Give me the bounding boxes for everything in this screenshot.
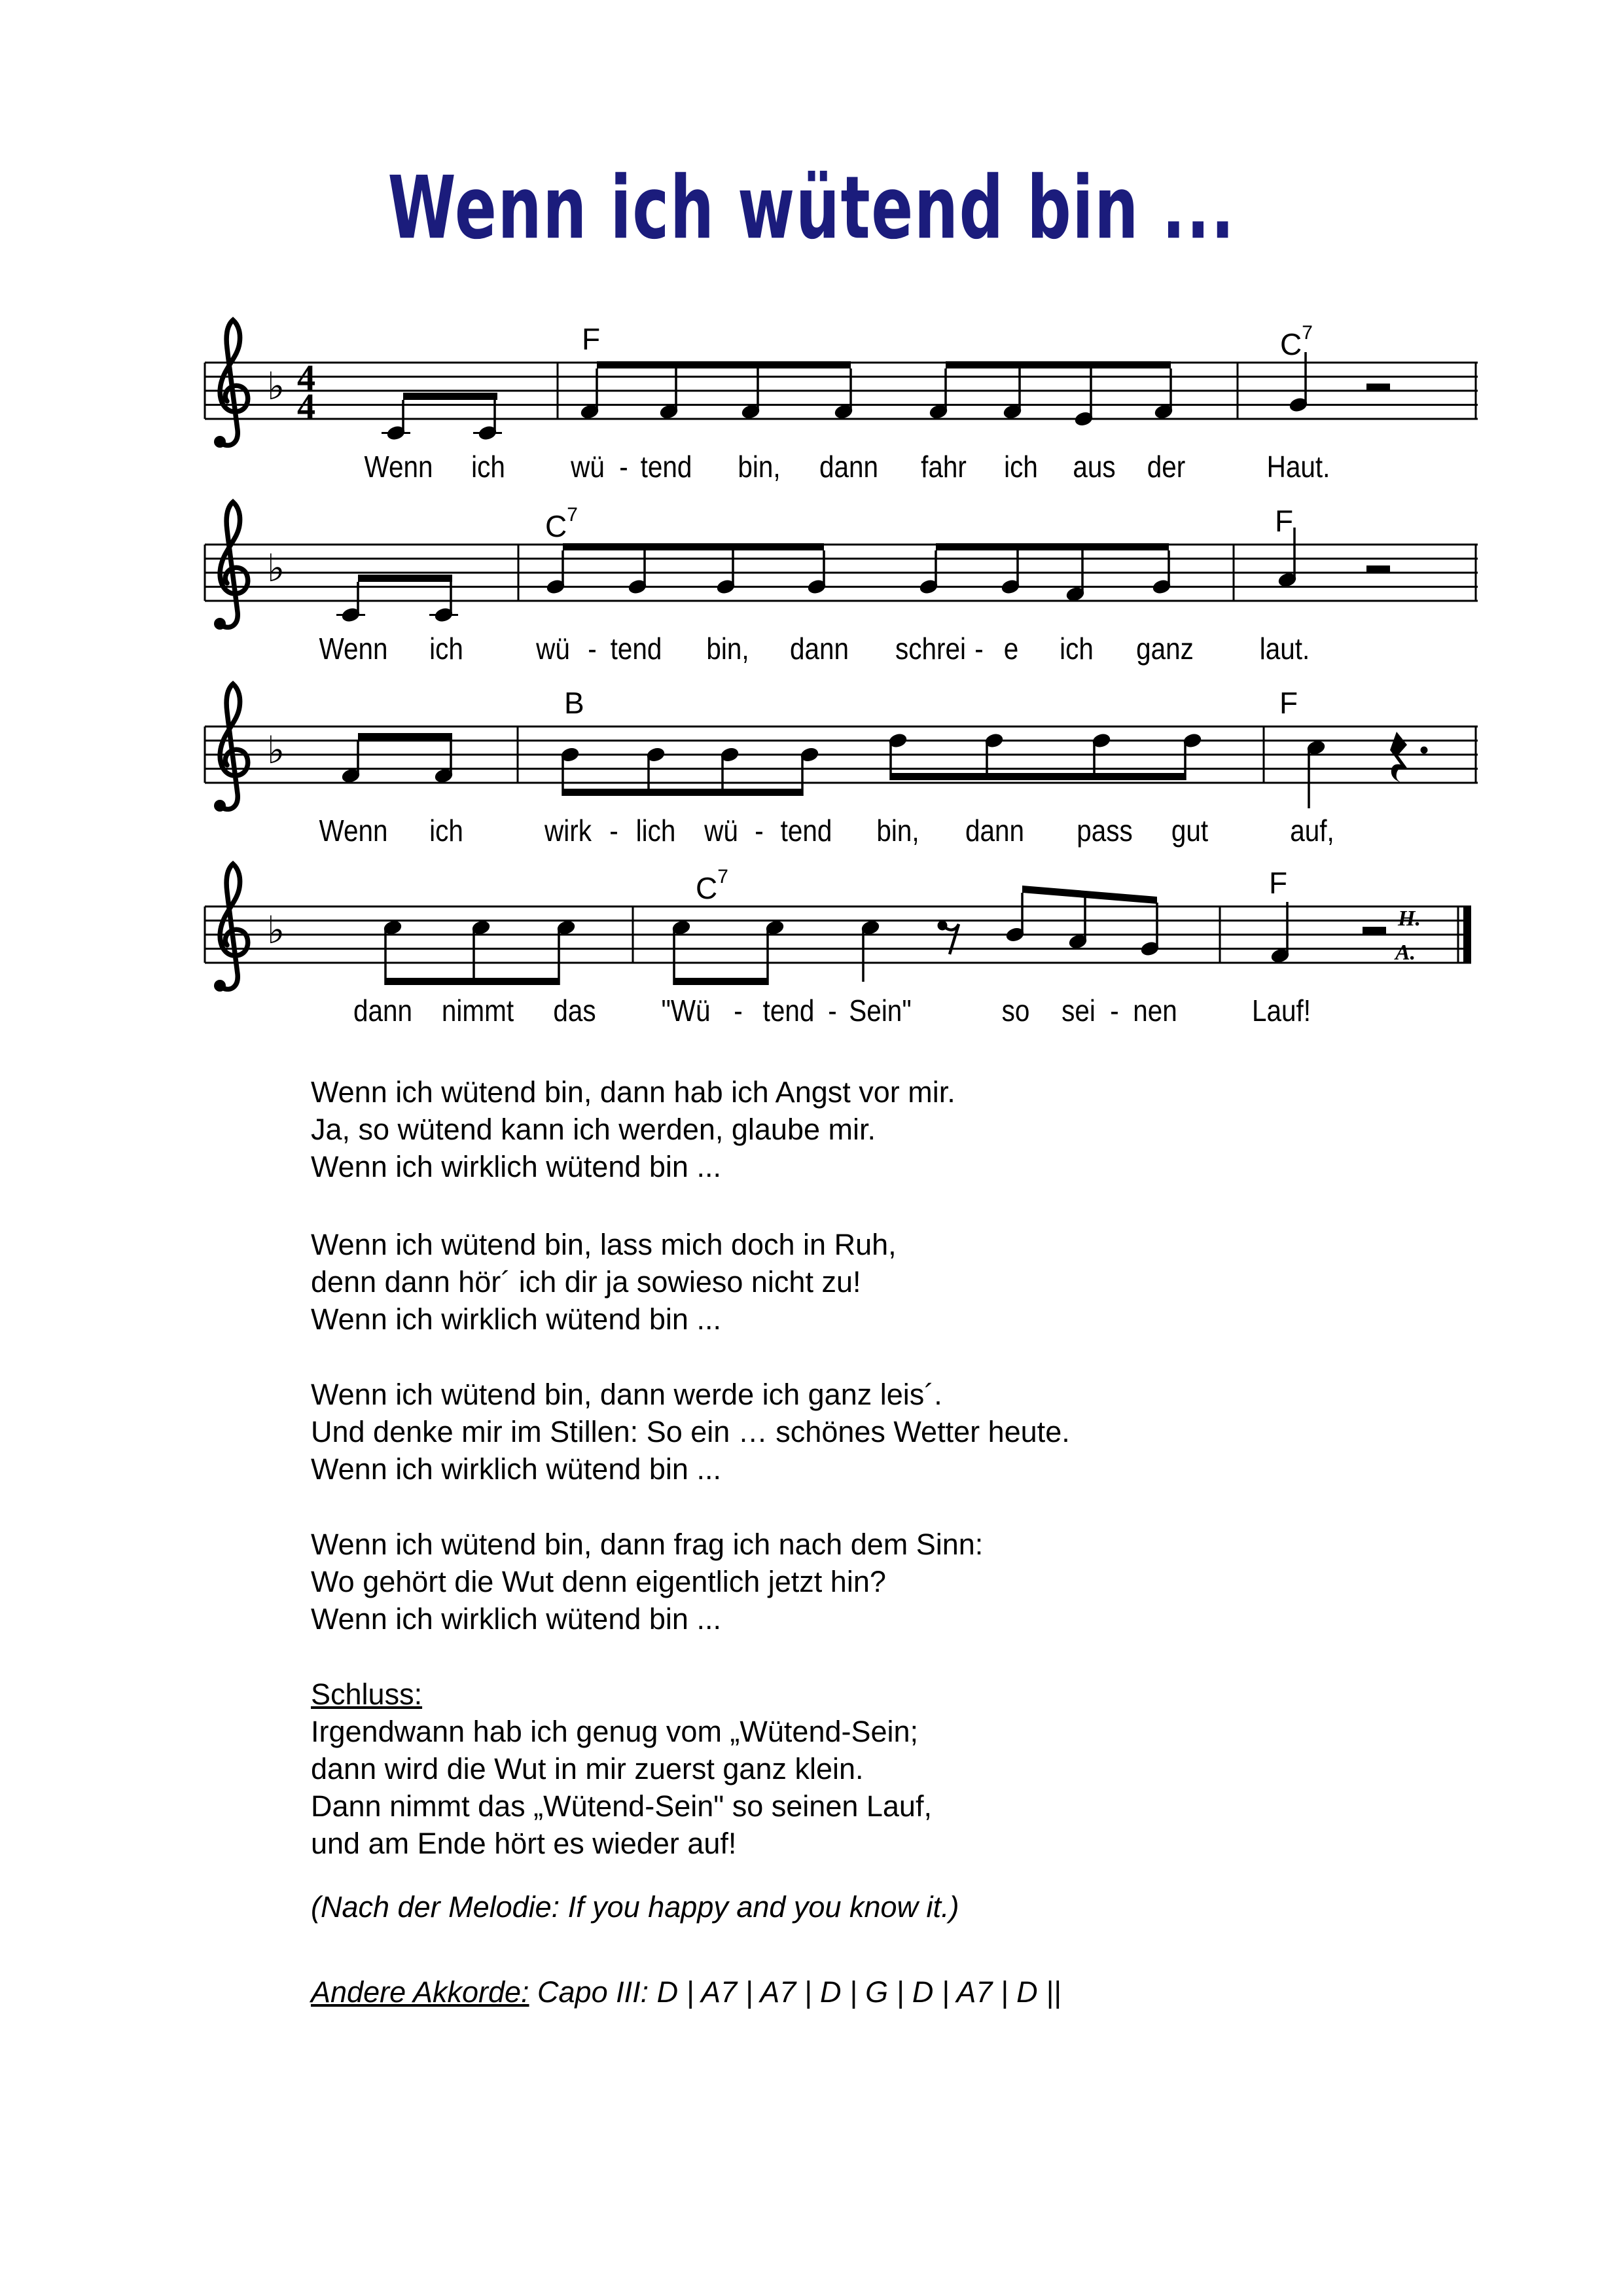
sheet-music-svg (0, 0, 1623, 1047)
schluss-line: Irgendwann hab ich genug vom „Wütend-Sein; (311, 1715, 919, 1748)
lyric-syllable: dann (353, 994, 413, 1028)
lyric-syllable: lich (635, 814, 676, 848)
lyric-syllable: bin, (876, 814, 919, 848)
lyric-syllable: aus (1073, 450, 1116, 484)
beam (563, 543, 824, 550)
lyric-syllable: nimmt (441, 994, 514, 1028)
verse-line: Wenn ich wirklich wütend bin ... (311, 1150, 721, 1183)
lyric-syllable: nen (1133, 994, 1177, 1028)
chord-label: F (1279, 686, 1298, 720)
verse-line: Wenn ich wirklich wütend bin ... (311, 1452, 721, 1486)
lyric-syllable: dann (789, 632, 849, 666)
lyric-syllable: Wenn (319, 632, 388, 666)
lyric-syllable: fahr (921, 450, 967, 484)
beam (597, 361, 851, 368)
chord-label: $C^7$ (545, 504, 578, 543)
schluss-section (311, 1676, 932, 1862)
lyric-syllable: tend (762, 994, 815, 1028)
lyric-syllable: schrei (895, 632, 966, 666)
lyric-syllable: tend (610, 632, 662, 666)
lyric-syllable: wü (536, 632, 570, 666)
lyric-syllable: der (1147, 450, 1186, 484)
lyric-syllable: ich (429, 814, 463, 848)
lyric-syllable: sei (1061, 994, 1096, 1028)
verse-line: Wenn ich wütend bin, lass mich doch in Ruh, (311, 1228, 897, 1261)
verse-line: Wenn ich wirklich wütend bin ... (311, 1302, 721, 1336)
chord-label: $C^7$ (696, 866, 728, 905)
lyric-syllable: tend (640, 450, 692, 484)
alternate-chords-label: Andere Akkorde: (311, 1975, 529, 2009)
beam (358, 733, 452, 740)
chord-label: B (564, 686, 584, 720)
page-title: Wenn ich wütend bin ... (387, 157, 1236, 259)
beam (1022, 886, 1157, 904)
lyric-syllable: - (1110, 994, 1119, 1028)
schluss-line: Dann nimmt das „Wütend-Sein" so seinen Lauf, (311, 1789, 932, 1823)
verse-line: Wenn ich wütend bin, dann frag ich nach dem Sinn: (311, 1528, 984, 1561)
lyric-syllable: - (609, 814, 618, 848)
treble-clef-icon (220, 684, 248, 809)
beam (674, 978, 768, 985)
verse-line: Wenn ich wirklich wütend bin ... (311, 1602, 721, 1636)
lyric-syllable: bin, (738, 450, 781, 484)
lyric-syllable: Haut. (1266, 450, 1330, 484)
lyric-syllable: "Wü (661, 994, 711, 1028)
lyric-syllable: - (828, 994, 837, 1028)
lyric-syllable: pass (1077, 814, 1133, 848)
lyric-syllable: - (588, 632, 597, 666)
composer-initial: H. (1398, 906, 1421, 931)
beam (358, 575, 452, 582)
lyric-syllable: wü (704, 814, 738, 848)
half-rest-icon (1363, 927, 1386, 934)
lyric-syllable: wirk (544, 814, 592, 848)
verse-line: denn dann hör´ ich dir ja sowieso nicht zu! (311, 1265, 861, 1299)
lyric-syllable: ich (429, 632, 463, 666)
treble-clef-icon (220, 864, 248, 989)
lyric-syllable: laut. (1259, 632, 1310, 666)
lyric-syllable: - (734, 994, 743, 1028)
verse-4 (311, 1526, 983, 1638)
beam (891, 773, 1185, 780)
lyric-syllable: - (755, 814, 764, 848)
beam (946, 361, 1171, 368)
half-rest-icon (1366, 384, 1390, 391)
verse-line: Wo gehört die Wut denn eigentlich jetzt hin? (311, 1565, 886, 1598)
flat-sign-icon: ♭ (267, 546, 285, 590)
lyric-syllable: Wenn (319, 814, 388, 848)
lyric-syllable: gut (1171, 814, 1209, 848)
lyric-syllable: Lauf! (1251, 994, 1311, 1028)
lyric-syllable: ganz (1136, 632, 1194, 666)
beam (936, 543, 1169, 550)
composer-initial: A. (1395, 941, 1416, 965)
lyric-syllable: ich (1004, 450, 1038, 484)
verse-line: Ja, so wütend kann ich werden, glaube mir. (311, 1113, 876, 1146)
lyric-syllable: - (974, 632, 984, 666)
lyric-syllable: ich (471, 450, 505, 484)
beam (403, 393, 497, 400)
treble-clef-icon (220, 502, 248, 627)
flat-sign-icon: ♭ (267, 728, 285, 772)
quarter-rest-icon (1390, 732, 1408, 783)
lyric-syllable: dann (965, 814, 1025, 848)
chord-label: F (1269, 866, 1288, 900)
schluss-heading: Schluss: (311, 1677, 423, 1711)
lyric-syllable: auf, (1290, 814, 1334, 848)
verse-line: Wenn ich wütend bin, dann werde ich ganz leis´. (311, 1378, 942, 1411)
lyric-syllable: wü (571, 450, 605, 484)
melody-source-note: (Nach der Melodie: If you happy and you know it.) (311, 1890, 959, 1924)
alternate-chords-line (311, 1975, 1061, 2009)
treble-clef-icon (220, 320, 248, 445)
chord-label: F (582, 322, 601, 356)
time-signature: 4 (297, 387, 315, 427)
lyric-syllable: ich (1060, 632, 1094, 666)
half-rest-icon (1366, 565, 1390, 573)
verse-3 (311, 1376, 1070, 1488)
schluss-line: und am Ende hört es wieder auf! (311, 1827, 737, 1860)
chord-label: $C^7$ (1280, 322, 1313, 361)
alternate-chords-values: Capo III: D | A7 | A7 | D | G | D | A7 | D || (529, 1975, 1061, 2009)
lyric-syllable: das (553, 994, 596, 1028)
lyric-syllable: Wenn (364, 450, 433, 484)
flat-sign-icon: ♭ (267, 908, 285, 952)
lyric-syllable: e (1003, 632, 1019, 666)
time-signature: 4 (297, 358, 315, 399)
lyric-syllable: Sein" (849, 994, 912, 1028)
lyric-syllable: dann (819, 450, 879, 484)
beam (563, 789, 802, 796)
verse-line: Und denke mir im Stillen: So ein … schönes Wetter heute. (311, 1415, 1070, 1448)
lyric-syllable: bin, (706, 632, 749, 666)
beam (385, 978, 559, 985)
verse-1 (311, 1073, 955, 1185)
verse-2 (311, 1226, 897, 1338)
verse-line: Wenn ich wütend bin, dann hab ich Angst vor mir. (311, 1075, 955, 1109)
lyric-syllable: so (1001, 994, 1030, 1028)
lyric-syllable: tend (780, 814, 832, 848)
schluss-line: dann wird die Wut in mir zuerst ganz klein. (311, 1752, 864, 1785)
flat-sign-icon: ♭ (267, 364, 285, 408)
chord-label: F (1275, 504, 1294, 538)
lyric-syllable: - (619, 450, 628, 484)
